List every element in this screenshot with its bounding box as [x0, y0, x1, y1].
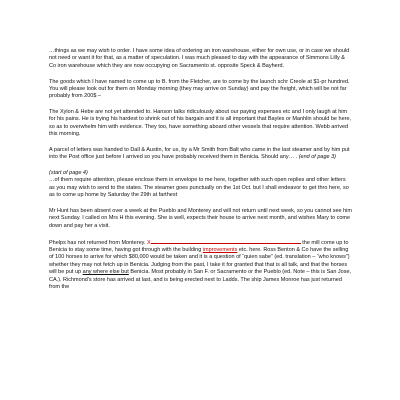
start-of-page-note: (start of page 4) — [49, 170, 88, 177]
red-x-mark: X — [147, 239, 151, 246]
anywhere-else-but: any where else but — [82, 269, 129, 276]
paragraph-4-text: A parcel of letters was handed to Dall & Austin, for us, by a Mr Smith from Balt who came in the last steamer and by him put into the Post office just before I arrived so you have probably received them in Benicia. Should any… . — [49, 146, 350, 161]
paragraph-7-b: the mill come up to Benicia to stay some time, having got through with the building — [49, 239, 349, 253]
paragraph-2: The goods which I have named to come up to B. from the Fletcher, are to come by the launch schr Creole at $1-pr hundred. You will please look out for them on Monday morning (they may arrive on Sunday) and pay the freight, which will be not far probably from 200$ – — [49, 78, 350, 100]
paragraph-7 — [49, 239, 352, 292]
paragraph-3: The Xylon & Hebe are not yet attended to. Hanson talks ridiculously about our paying expenses etc and I only laugh at him for his pains. He is trying his hardest to shrink out of his bargain and it is all important that Bayles or Manhlin should be here, so as to overwhelm him with evidence. They too, have something aboard other vessels that require attention. Webb arrived this morning. — [49, 109, 352, 138]
improvements-word: improvements — [202, 246, 238, 253]
end-of-page-note: (end of page 3) — [298, 154, 336, 161]
paragraph-4 — [49, 147, 352, 162]
paragraph-7-d: Benicia. Most probably in San F. or Sacramento or the Pueblo (ed. Note – this is San Jose, CA.). Richmond's store has arrived at last, and is being erected next to Ladds. The ship James Monroe has just returned from the — [49, 269, 352, 290]
paragraph-7-a: Phelps has not returned from Monterey. — [49, 239, 148, 246]
paragraph-7-c: etc. here. Ross Benton & Co have the selling of 100 horses to arrive for which $80,000 would be taken and it is a question of “quien sabe” (ed. translation – “who knows”) whether they may not fetch up in Benicia. Judging from the past, I take it for granted that that is all talk, and that the horses will be put up — [49, 246, 350, 276]
red-underline-blank — [151, 239, 301, 244]
paragraph-5: …of them require attention, please enclose them in envelope to me here, together with such open replies and other letters as you may wish to send to the states. The steamer goes punctually on the 1st Oct. but I shall endeavor to get thro here, so as to come up home by Saturday the 29th at farthest — [49, 177, 349, 199]
paragraph-1: …things as we may wish to order. I have some idea of ordering an iron warehouse, either for own use, or in case we should not need or want it for that, as a matter of speculation. I was much pleased to day with the appearance of Simmons Lilly & Co iron warehouse which they are now occupying on Sacramento st. opposite Speck & Bayherd. — [49, 48, 350, 69]
paragraph-6: Mr Hunt has been absent over a week at the Pueblo and Monterey and will not return until next week, so you cannot see him next Sunday. I called on Mrs H this evening. She is well, expects their house to arrive next month, and wishes Mary to come down and pay her a visit. — [49, 207, 352, 229]
